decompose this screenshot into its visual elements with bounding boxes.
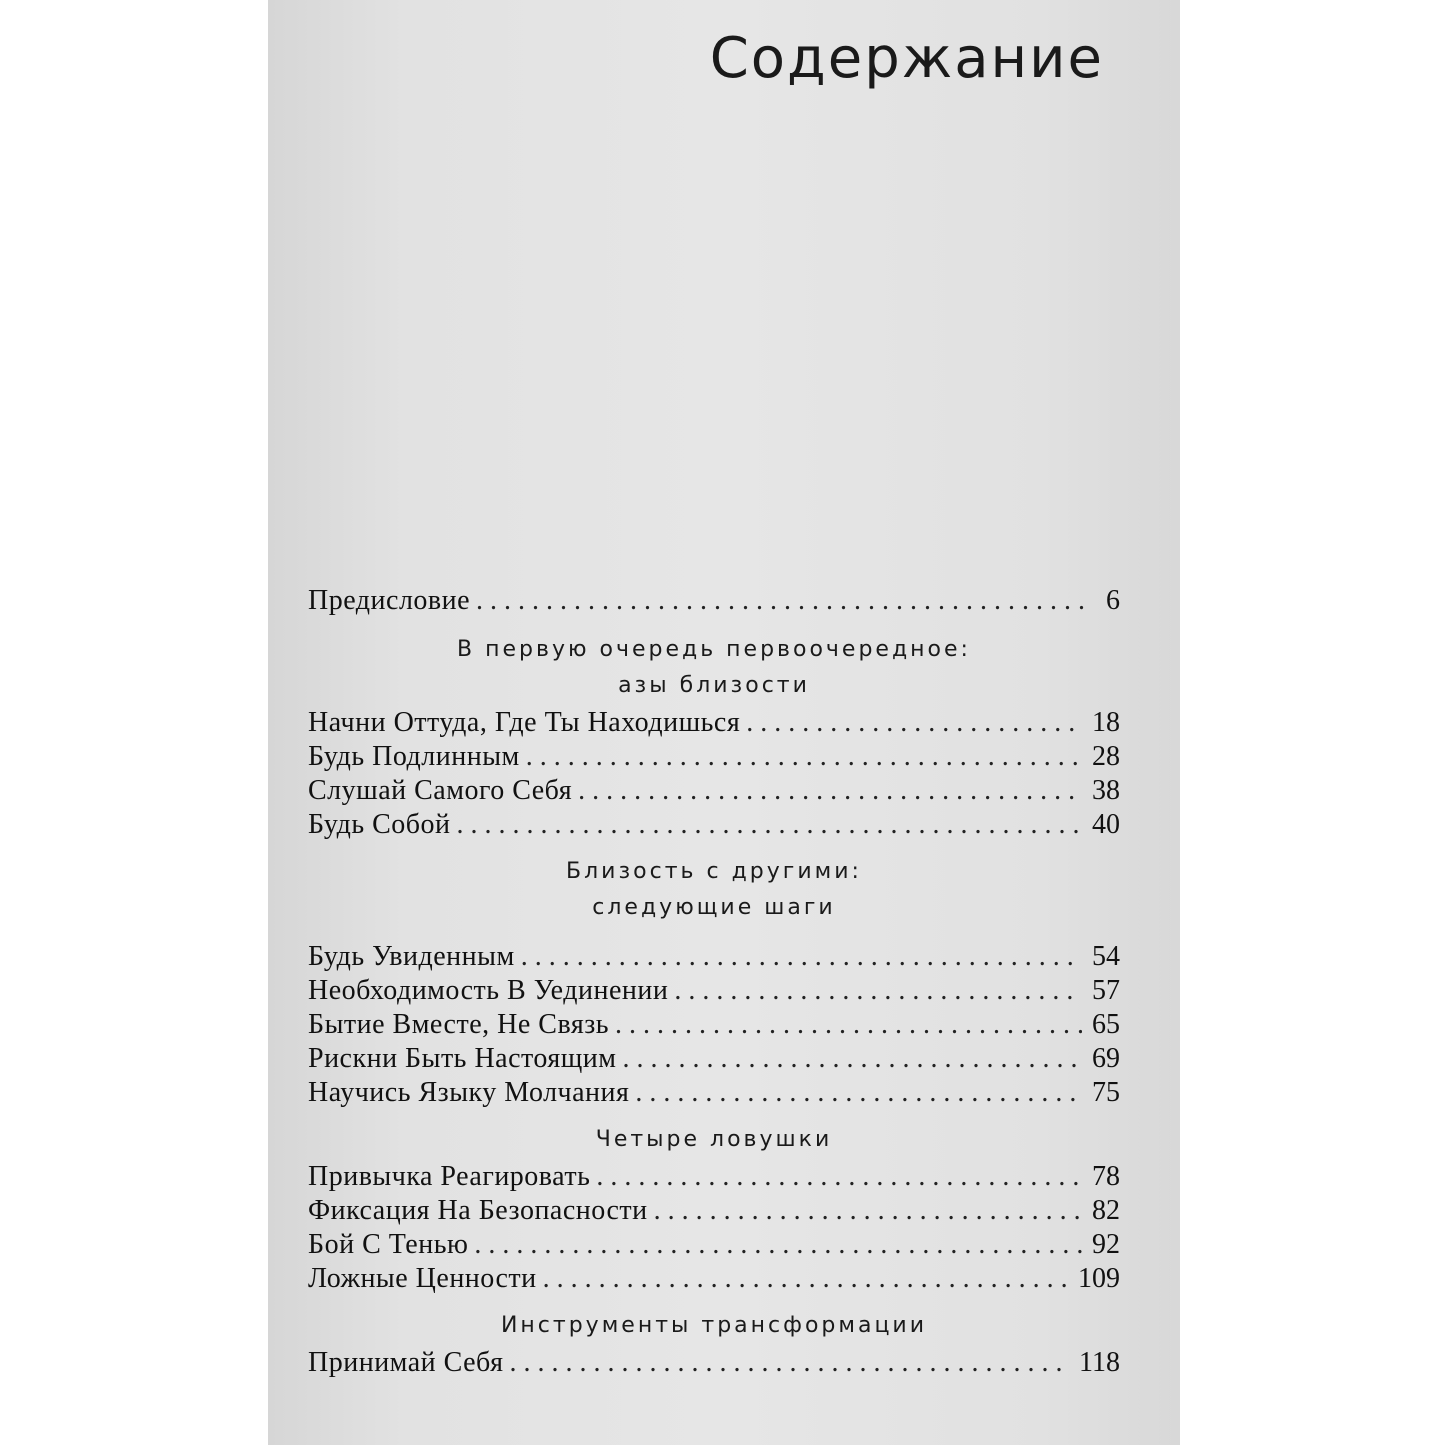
toc-entry bbox=[308, 1008, 1120, 1042]
toc-entry bbox=[308, 1262, 1120, 1296]
toc-entry-page: 82 bbox=[1092, 1195, 1120, 1226]
toc-entry-label: Принимай Себя bbox=[308, 1347, 504, 1378]
toc-entry-page: 65 bbox=[1092, 1009, 1120, 1040]
section-heading-line: Инструменты трансформации bbox=[500, 1313, 928, 1338]
toc-entry-label: Фиксация На Безопасности bbox=[308, 1195, 648, 1226]
toc-entry-page: 18 bbox=[1092, 707, 1120, 738]
page-title: Содержание bbox=[709, 26, 1104, 91]
dot-leader bbox=[746, 706, 1082, 740]
toc-entry bbox=[308, 1228, 1120, 1262]
section-heading-line: азы близости bbox=[618, 673, 810, 698]
toc-entry bbox=[308, 1194, 1120, 1228]
toc-entry-label: Ложные Ценности bbox=[308, 1263, 537, 1294]
section-heading-line: Четыре ловушки bbox=[595, 1127, 833, 1152]
toc-entry bbox=[308, 706, 1120, 740]
toc-entry-page: 118 bbox=[1079, 1347, 1120, 1378]
toc-entry-page: 40 bbox=[1092, 809, 1120, 840]
dot-leader bbox=[654, 1194, 1082, 1228]
toc-entry-label: Привычка Реагировать bbox=[308, 1161, 591, 1192]
toc-entry-page: 78 bbox=[1092, 1161, 1120, 1192]
toc-entry-page: 54 bbox=[1092, 941, 1120, 972]
toc-entry bbox=[308, 1076, 1120, 1110]
dot-leader bbox=[543, 1262, 1068, 1296]
section-heading-line: В первую очередь первоочередное: bbox=[457, 637, 971, 662]
dot-leader bbox=[457, 808, 1082, 842]
toc-entry-page: 28 bbox=[1092, 741, 1120, 772]
dot-leader bbox=[526, 740, 1082, 774]
section-heading bbox=[308, 632, 1120, 704]
toc-entry-page: 92 bbox=[1092, 1229, 1120, 1260]
dot-leader bbox=[623, 1042, 1082, 1076]
toc-entry-label: Бытие Вместе, Не Связь bbox=[308, 1009, 610, 1040]
dot-leader bbox=[635, 1076, 1082, 1110]
dot-leader bbox=[510, 1346, 1070, 1380]
dot-leader bbox=[615, 1008, 1082, 1042]
toc-entry-page: 57 bbox=[1092, 975, 1120, 1006]
table-of-contents bbox=[308, 584, 1120, 1380]
section-heading bbox=[308, 1122, 1120, 1158]
toc-entry bbox=[308, 974, 1120, 1008]
dot-leader bbox=[521, 940, 1082, 974]
section-heading bbox=[308, 854, 1120, 926]
toc-entry-preface bbox=[308, 584, 1120, 618]
toc-entry-label: Рискни Быть Настоящим bbox=[308, 1043, 617, 1074]
toc-entry-label: Будь Собой bbox=[308, 809, 451, 840]
toc-entry bbox=[308, 740, 1120, 774]
toc-entry-label: Научись Языку Молчания bbox=[308, 1077, 630, 1108]
section-heading-line: следующие шаги bbox=[592, 895, 836, 920]
toc-entry-label: Будь Подлинным bbox=[308, 741, 520, 772]
toc-entry bbox=[308, 1160, 1120, 1194]
toc-entry-page: 69 bbox=[1092, 1043, 1120, 1074]
toc-entry-label: Слушай Самого Себя bbox=[308, 775, 573, 806]
toc-entry-label: Предисловие bbox=[308, 585, 471, 616]
dot-leader bbox=[474, 1228, 1082, 1262]
toc-entry-page: 75 bbox=[1092, 1077, 1120, 1108]
section-heading bbox=[308, 1308, 1120, 1344]
toc-entry bbox=[308, 774, 1120, 808]
section-heading-line: Близость с другими: bbox=[566, 859, 862, 884]
book-page bbox=[268, 0, 1180, 1445]
toc-entry-page: 38 bbox=[1092, 775, 1120, 806]
dot-leader bbox=[476, 584, 1088, 618]
toc-entry-label: Будь Увиденным bbox=[308, 941, 515, 972]
toc-entry-label: Необходимость В Уединении bbox=[308, 975, 669, 1006]
dot-leader bbox=[674, 974, 1082, 1008]
toc-entry bbox=[308, 1042, 1120, 1076]
toc-entry-page: 109 bbox=[1078, 1263, 1120, 1294]
toc-entry-page: 6 bbox=[1106, 585, 1120, 616]
dot-leader bbox=[596, 1160, 1082, 1194]
toc-entry-label: Начни Оттуда, Где Ты Находишься bbox=[308, 707, 741, 738]
toc-entry bbox=[308, 808, 1120, 842]
toc-entry bbox=[308, 940, 1120, 974]
toc-entry bbox=[308, 1346, 1120, 1380]
dot-leader bbox=[578, 774, 1082, 808]
toc-entry-label: Бой С Тенью bbox=[308, 1229, 469, 1260]
